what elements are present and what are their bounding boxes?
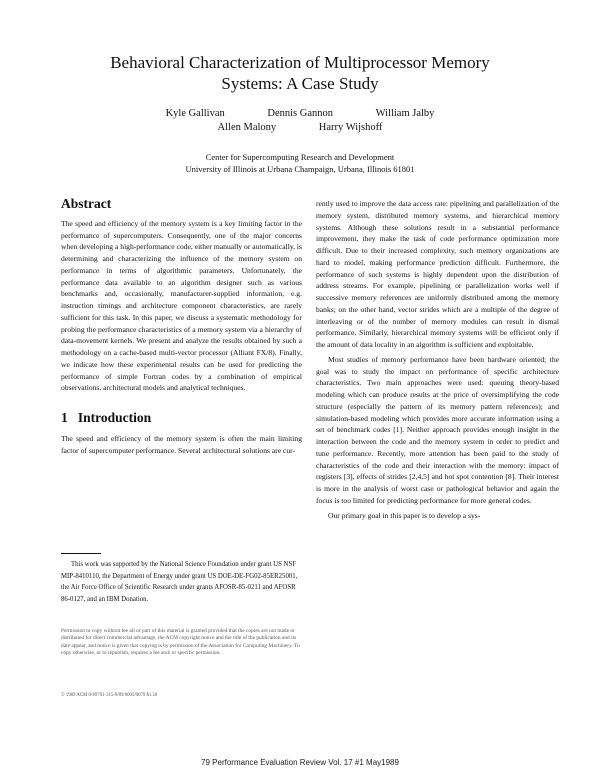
abstract-text: The speed and efficiency of the memory system is a key limiting factor in the performance of supercomputers. Consequently, one of the major concerns when developing a high-performance code, either manually or automatically, is determining and characterizing the influence of the memory system on performance in terms of algorithmic parameters. Unfortunately, the performance data available to an algorithm designer such as various benchmarks and, occasionally, manufacturer-supplied information, e.g. instruction timings and architecture component characteristics, are rarely sufficient for this task. In this paper, we discuss a systematic methodology for probing the performance characteristics of a memory system via a hierarchy of data-movement kernels. We present and analyze the results obtained by such a methodology on a cache-based multi-vector processor (Alliant FX/8). Finally, we indicate how these experimental results can be used for predicting the performance of simple Fortran codes by a combination of empirical observations, architectural models and analytical techniques. bbox=[61, 218, 302, 393]
affiliation-line-2: University of Illinois at Urbana Champaign, Urbana, Illinois 61801 bbox=[185, 164, 415, 174]
right-paragraph-3: Our primary goal in this paper is to develop a sys- bbox=[328, 510, 481, 520]
footnote bbox=[61, 559, 302, 605]
left-column bbox=[61, 198, 302, 456]
footnote-text: This work was supported by the National Science Foundation under grant US NSF MIP-8410110, the Department of Energy under grant US DOE-DE-FG02-85ER25001, the Air Force Office of Scientific Research under grants AFOSR-85-0211 and AFOSR 86-0127, and an IBM Donation. bbox=[61, 561, 298, 603]
right-column bbox=[316, 198, 559, 521]
author-row-2 bbox=[100, 121, 500, 135]
paper-title bbox=[40, 52, 560, 94]
copyright-line: © 1989 ACM 0-89791-315-9/89/0005/0079 $1.50 bbox=[61, 693, 158, 698]
affiliation-line-1: Center for Supercomputing Research and Development bbox=[205, 152, 395, 162]
section-title: Introduction bbox=[77, 410, 152, 425]
author-name: Allen Malony bbox=[217, 122, 277, 133]
author-name: Kyle Gallivan bbox=[165, 108, 225, 119]
right-paragraph-2: Most studies of memory performance have been hardware oriented; the goal was to study the impact on performance of specific architecture characteristics. Two main approaches were used: queuing theory-based modeling which can produce results at the price of oversimplifying the code structure (especially the pattern of its memory pattern references); and simulation-based modeling which provides more accurate information using a set of benchmark codes [1]. Neither approach provides enough insight in the interaction between the code and the memory system in order to predict and tune performance. Recently, more attention has been paid to the study of characteristics of the code and their interaction with the memory: impact of registers [3], effects of strides [2,4,5] and hot spot contention [8]. Their interest is more in the analysis of worst case or pathological behavior and again the focus is too limited for predicting performance for more general codes. bbox=[316, 354, 559, 505]
title-line-1: Behavioral Characterization of Multiprocessor Memory bbox=[110, 53, 490, 72]
section-number: 1 bbox=[61, 410, 68, 425]
title-line-2: Systems: A Case Study bbox=[221, 74, 379, 93]
author-name: Dennis Gannon bbox=[267, 108, 334, 119]
footnote-divider bbox=[61, 553, 101, 554]
right-paragraph-1: rently used to improve the data access rate: pipelining and parallelization of the memory system, distributed memory systems, and hierarchical memory systems. Although these solutions result in a substantial performance improvement, they make the task of code performance optimization more difficult. Due to their increased complexity, such memory organizations are hard to model, making performance prediction difficult. Furthermore, the performance of such systems is highly dependent upon the distribution of address streams. For example, pipelining or parallelization works well if successive memory references are uniformly distributed among the memory banks; on the other hand, vector strides which are a multiple of the degree of interleaving or of the number of memory modules can result in dismal performance. Similarly, hierarchical memory systems will be efficient only if the amount of data locality in an algorithm is sufficient and exploitable. bbox=[316, 199, 559, 349]
permission-notice bbox=[61, 628, 302, 658]
abstract-heading: Abstract bbox=[61, 196, 112, 211]
author-name: William Jalby bbox=[375, 108, 435, 119]
author-row-1 bbox=[100, 107, 500, 121]
affiliation bbox=[80, 151, 520, 175]
permission-text: Permission to copy without fee all or part of this material is granted provided that the copies are not made or distributed for direct commercial advantage, the ACM copyright notice and the title of the publication and its date appear, and notice is given that copying is by permission of the Association for Computing Machinery. To copy otherwise, or to republish, requires a fee and/ or specific permission. bbox=[61, 628, 300, 657]
author-name: Harry Wijshoff bbox=[318, 122, 383, 133]
introduction-text: The speed and efficiency of the memory system is often the main limiting factor of supercomputer performance. Several architectural solutions are cur- bbox=[61, 433, 302, 455]
introduction-heading bbox=[61, 412, 302, 424]
page-footer: 79 Performance Evaluation Review Vol. 17 #1 May1989 bbox=[201, 758, 399, 767]
